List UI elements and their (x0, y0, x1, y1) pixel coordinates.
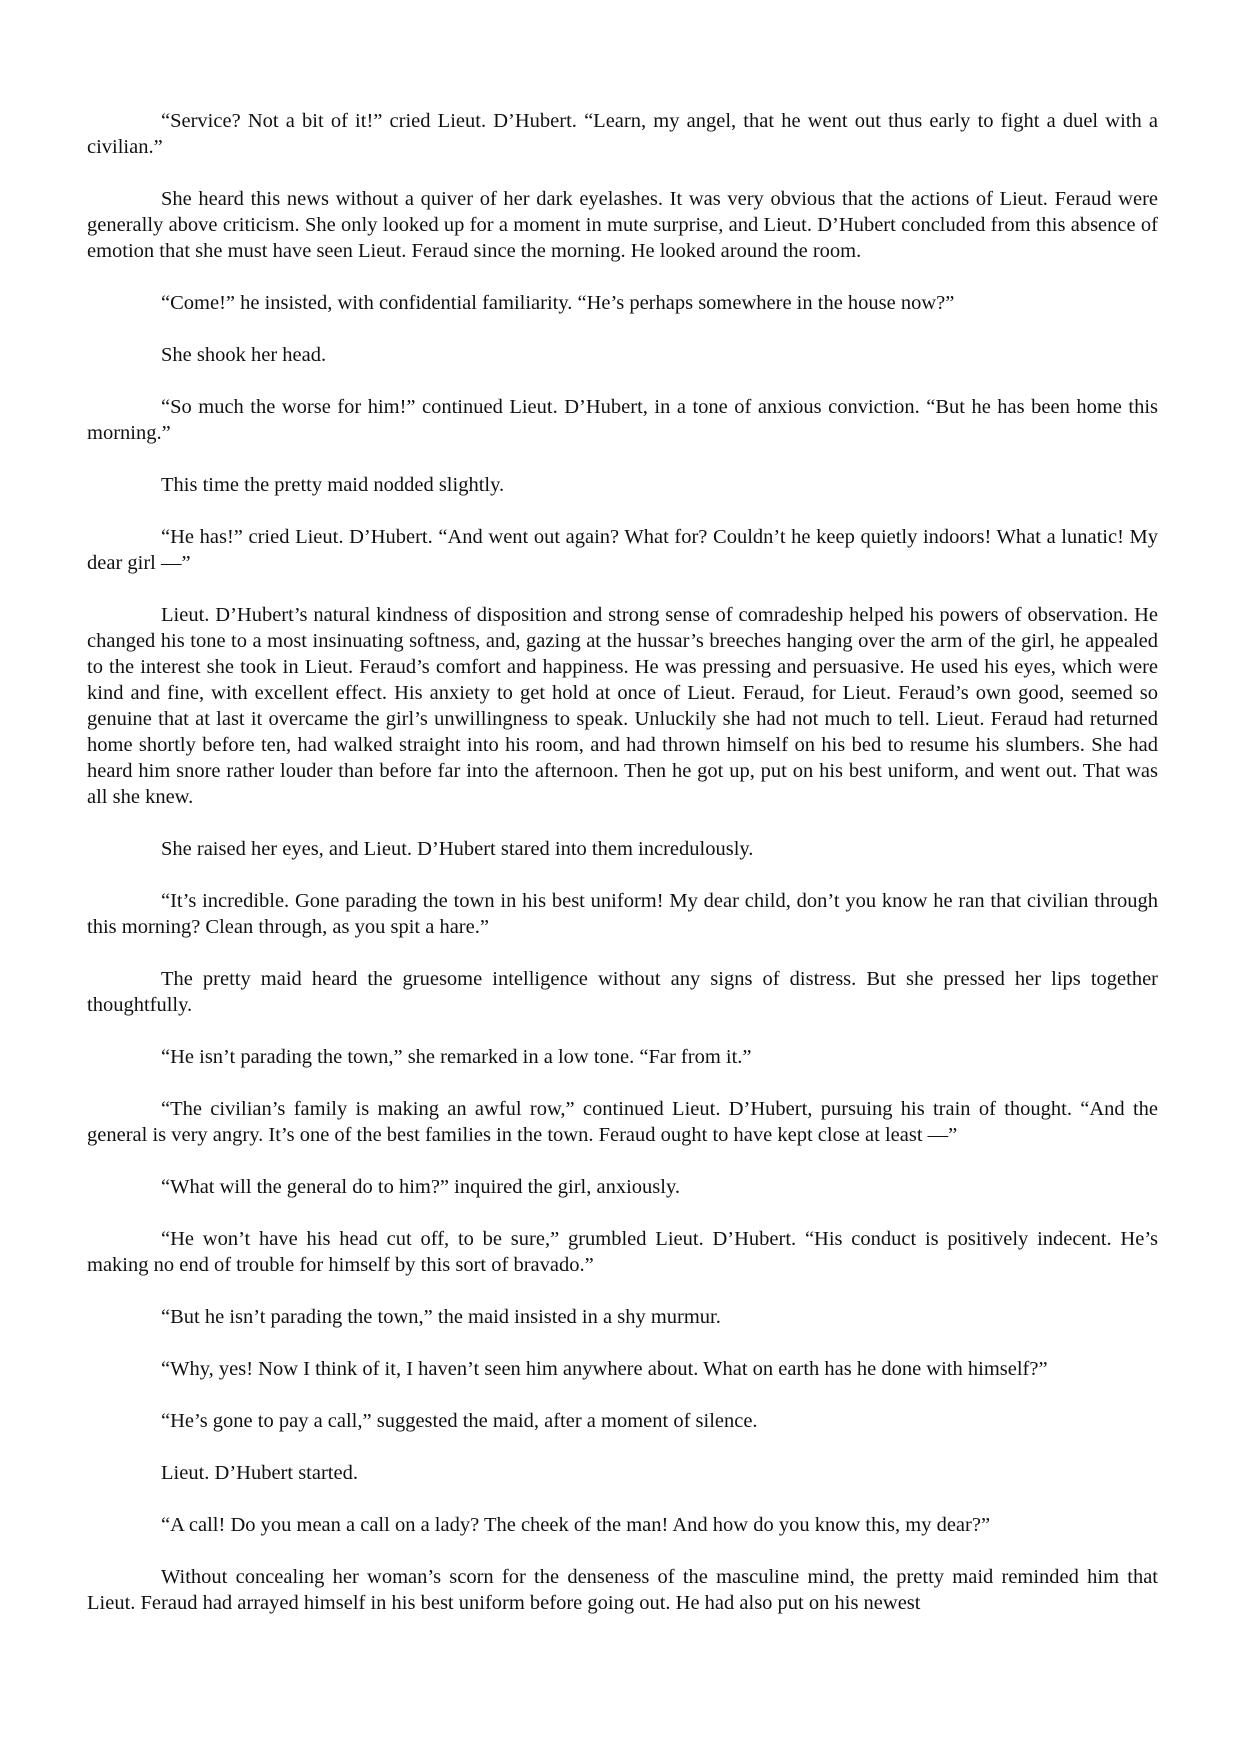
paragraph-13: “The civilian’s family is making an awful row,” continued Lieut. D’Hubert, pursuing his train of thought. “And the general is very angry. It’s one of the best families in the town. Feraud ought to have kept close at least —” (87, 1098, 1158, 1146)
paragraph-3: “Come!” he insisted, with confidential familiarity. “He’s perhaps somewhere in the house now?” (161, 292, 955, 314)
paragraph-2: She heard this news without a quiver of her dark eyelashes. It was very obvious that the actions of Lieut. Feraud were generally above criticism. She only looked up for a moment in mute surprise, and Lieut. D’Hubert concluded from this absence of emotion that she must have seen Lieut. Feraud since the morning. He looked around the room. (87, 188, 1158, 262)
paragraph-21: Without concealing her woman’s scorn for the denseness of the masculine mind, the pretty maid reminded him that Lieut. Feraud had arrayed himself in his best uniform before going out. He had also put on his newest (87, 1566, 1158, 1614)
paragraph-17: “Why, yes! Now I think of it, I haven’t seen him anywhere about. What on earth has he done with himself?” (161, 1358, 1048, 1380)
document-page (87, 108, 1158, 1616)
paragraph-9: She raised her eyes, and Lieut. D’Hubert stared into them incredulously. (161, 838, 754, 860)
paragraph-18: “He’s gone to pay a call,” suggested the maid, after a moment of silence. (161, 1410, 758, 1432)
paragraph-1: “Service? Not a bit of it!” cried Lieut. D’Hubert. “Learn, my angel, that he went out thus early to fight a duel with a civilian.” (87, 110, 1158, 158)
paragraph-8: Lieut. D’Hubert’s natural kindness of disposition and strong sense of comradeship helped his powers of observation. He changed his tone to a most insinuating softness, and, gazing at the hussar’s breeches hanging over the arm of the girl, he appealed to the interest she took in Lieut. Feraud’s comfort and happiness. He was pressing and persuasive. He used his eyes, which were kind and fine, with excellent effect. His anxiety to get hold at once of Lieut. Feraud, for Lieut. Feraud’s own good, seemed so genuine that at last it overcame the girl’s unwillingness to speak. Unluckily she had not much to tell. Lieut. Feraud had returned home shortly before ten, had walked straight into his room, and had thrown himself on his bed to resume his slumbers. She had heard him snore rather louder than before far into the afternoon. Then he got up, put on his best uniform, and went out. That was all she knew. (87, 604, 1158, 808)
paragraph-10: “It’s incredible. Gone parading the town in his best uniform! My dear child, don’t you know he ran that civilian through this morning? Clean through, as you spit a hare.” (87, 890, 1158, 938)
paragraph-5: “So much the worse for him!” continued Lieut. D’Hubert, in a tone of anxious conviction. “But he has been home this morning.” (87, 396, 1158, 444)
paragraph-14: “What will the general do to him?” inquired the girl, anxiously. (161, 1176, 680, 1198)
paragraph-16: “But he isn’t parading the town,” the maid insisted in a shy murmur. (161, 1306, 721, 1328)
paragraph-6: This time the pretty maid nodded slightly. (161, 474, 505, 496)
paragraph-12: “He isn’t parading the town,” she remarked in a low tone. “Far from it.” (161, 1046, 752, 1068)
paragraph-19: Lieut. D’Hubert started. (161, 1462, 358, 1484)
paragraph-7: “He has!” cried Lieut. D’Hubert. “And went out again? What for? Couldn’t he keep quietly indoors! What a lunatic! My dear girl —” (87, 526, 1158, 574)
paragraph-15: “He won’t have his head cut off, to be sure,” grumbled Lieut. D’Hubert. “His conduct is positively indecent. He’s making no end of trouble for himself by this sort of bravado.” (87, 1228, 1158, 1276)
paragraph-11: The pretty maid heard the gruesome intelligence without any signs of distress. But she pressed her lips together thoughtfully. (87, 968, 1158, 1016)
paragraph-4: She shook her head. (161, 344, 327, 366)
paragraph-20: “A call! Do you mean a call on a lady? The cheek of the man! And how do you know this, my dear?” (161, 1514, 991, 1536)
